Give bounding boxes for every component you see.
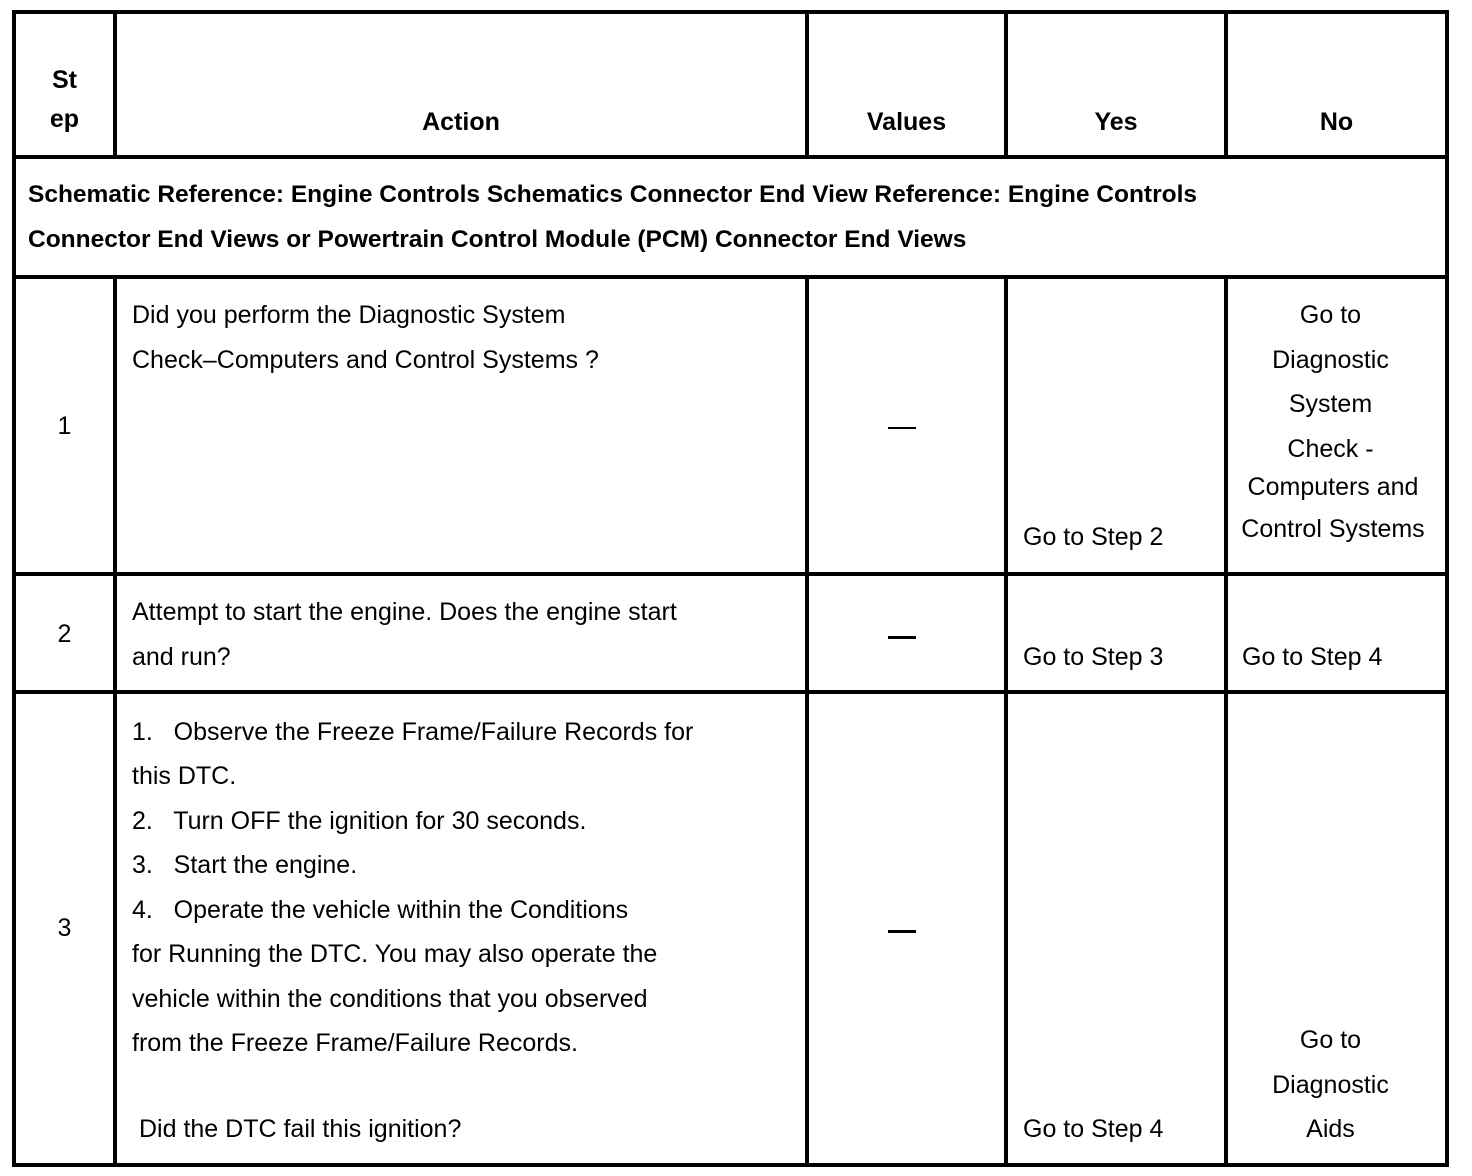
row3-action-line4: 3. Start the engine.: [132, 851, 358, 879]
row3-action-line8: from the Freeze Frame/Failure Records.: [132, 1029, 578, 1057]
row1-action-line1: Did you perform the Diagnostic System: [132, 301, 566, 329]
row1-no-line6: Control Systems: [1241, 515, 1425, 543]
row1-value-dash: [888, 427, 916, 429]
row-divider: [12, 275, 1449, 279]
header-step-line1: St: [52, 66, 77, 94]
row1-no-line3: System: [1288, 390, 1373, 418]
row3-action-line2: this DTC.: [132, 762, 237, 790]
row3-yes: Go to Step 4: [1023, 1115, 1164, 1143]
reference-line2: Connector End Views or Powertrain Control Module (PCM) Connector End Views: [28, 226, 967, 253]
diagnostic-table: [12, 10, 1449, 1167]
table-border-right: [1445, 10, 1449, 1167]
header-step-line2: ep: [49, 105, 80, 133]
col-divider: [1004, 275, 1008, 1167]
table-border-top: [12, 10, 1449, 14]
table-border-bottom: [12, 1163, 1449, 1167]
col-divider: [113, 275, 117, 1167]
header-no: No: [1319, 108, 1354, 136]
row3-action-line3: 2. Turn OFF the ignition for 30 seconds.: [132, 807, 587, 835]
row3-action-line1: 1. Observe the Freeze Frame/Failure Records for: [132, 718, 694, 746]
header-action: Action: [422, 108, 500, 136]
row2-action-line1: Attempt to start the engine. Does the engine start: [132, 598, 677, 626]
row-divider: [12, 690, 1449, 694]
row3-action-line6: for Running the DTC. You may also operate the: [132, 940, 658, 968]
header-yes: Yes: [1094, 108, 1138, 136]
row1-no-line5: Computers and: [1247, 473, 1419, 501]
row1-action-line2: Check–Computers and Control Systems ?: [132, 346, 599, 374]
row2-no: Go to Step 4: [1242, 643, 1383, 671]
row-divider: [12, 572, 1449, 576]
row3-action-line7: vehicle within the conditions that you observed: [132, 985, 648, 1013]
row3-no-line2: Diagnostic: [1272, 1071, 1389, 1099]
row3-action-line5: 4. Operate the vehicle within the Conditions: [132, 896, 629, 924]
row3-question: Did the DTC fail this ignition?: [139, 1115, 462, 1143]
row1-no-line1: Go to: [1299, 301, 1362, 329]
row3-no-line1: Go to: [1299, 1026, 1362, 1054]
row1-no-line4: Check -: [1287, 435, 1374, 463]
row2-step: 2: [57, 620, 72, 648]
row2-value-dash: [888, 636, 916, 639]
col-divider: [805, 275, 809, 1167]
row1-step: 1: [57, 412, 72, 440]
table-border-left: [12, 10, 16, 1167]
row3-step: 3: [57, 914, 72, 942]
row1-yes: Go to Step 2: [1023, 523, 1164, 551]
header-values: Values: [866, 108, 947, 136]
row-divider: [12, 155, 1449, 159]
row3-no-line3: Aids: [1306, 1115, 1355, 1143]
row2-yes: Go to Step 3: [1023, 643, 1164, 671]
row3-value-dash: [888, 930, 916, 933]
reference-line1: Schematic Reference: Engine Controls Schematics Connector End View Reference: Engine Controls: [28, 181, 1198, 208]
row1-no-line2: Diagnostic: [1272, 346, 1389, 374]
row2-action-line2: and run?: [132, 643, 231, 671]
